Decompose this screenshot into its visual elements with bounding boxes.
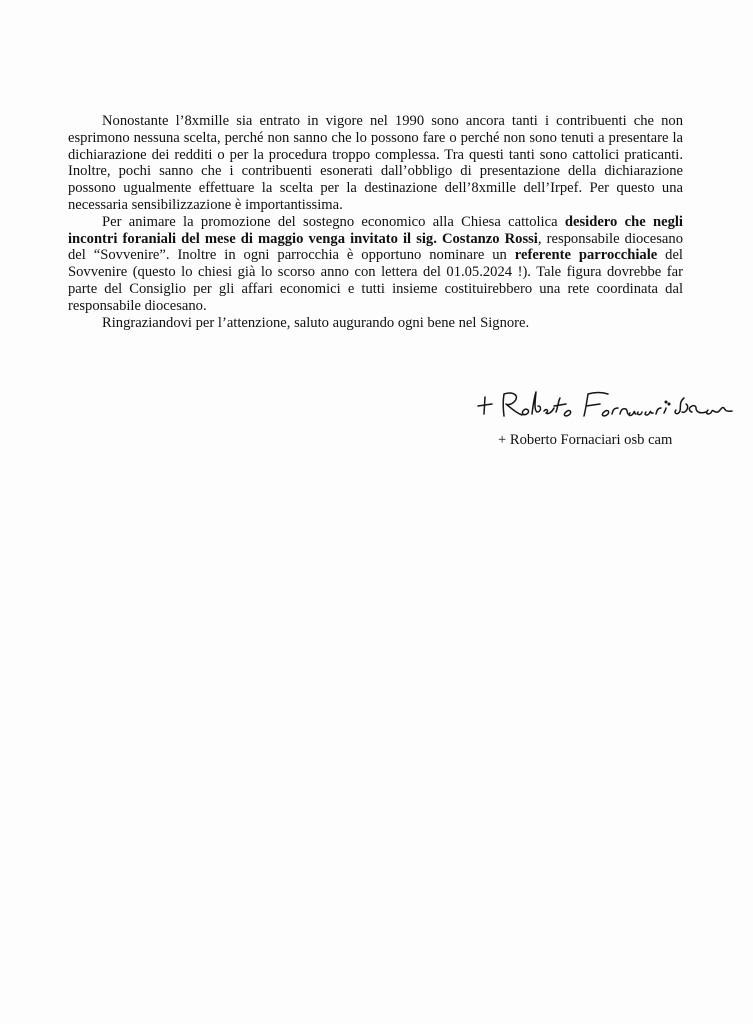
paragraph-promozione (68, 214, 683, 315)
signer-name: + Roberto Fornaciari osb cam (498, 432, 673, 448)
letter-body (68, 113, 683, 331)
paragraph-text: , responsabile diocesano del “Sovvenire”. Inoltre in ogni parrocchia è opportuno nominare un (68, 230, 684, 264)
handwritten-signature (470, 384, 740, 430)
paragraph-closing: Ringraziandovi per l’attenzione, saluto augurando ogni bene nel Signore. (102, 314, 530, 331)
paragraph-text: del Sovvenire (questo lo chiesi già lo scorso anno con lettera del 01.05.2024 !). Tale figura dovrebbe far parte del Consiglio per gli affari economici e tutti insieme costituirebbero una rete coordinata dal responsabile diocesano. (68, 247, 683, 314)
bold-referente: referente parrocchiale (514, 247, 658, 264)
bold-request: desidero che negli incontri foraniali del mese di maggio venga invitato il sig. Costanzo Rossi (68, 213, 683, 247)
paragraph-8xmille: Nonostante l’8xmille sia entrato in vigore nel 1990 sono ancora tanti i contribuenti che non esprimono nessuna scelta, perché non sanno che lo possono fare o perché non sono tenuti a presentare la dichiarazione dei redditi o per la procedura troppo complessa. Tra questi tanti sono cattolici praticanti. Inoltre, pochi sanno che i contribuenti esonerati dall’obbligo di presentazione della dichiarazione possono ugualmente effettuare la scelta per la destinazione dell’8xmille dell’Irpef. Per questo una necessaria sensibilizzazione è importantissima. (68, 113, 683, 213)
paragraph-text: Per animare la promozione del sostegno economico alla Chiesa cattolica (102, 213, 565, 230)
